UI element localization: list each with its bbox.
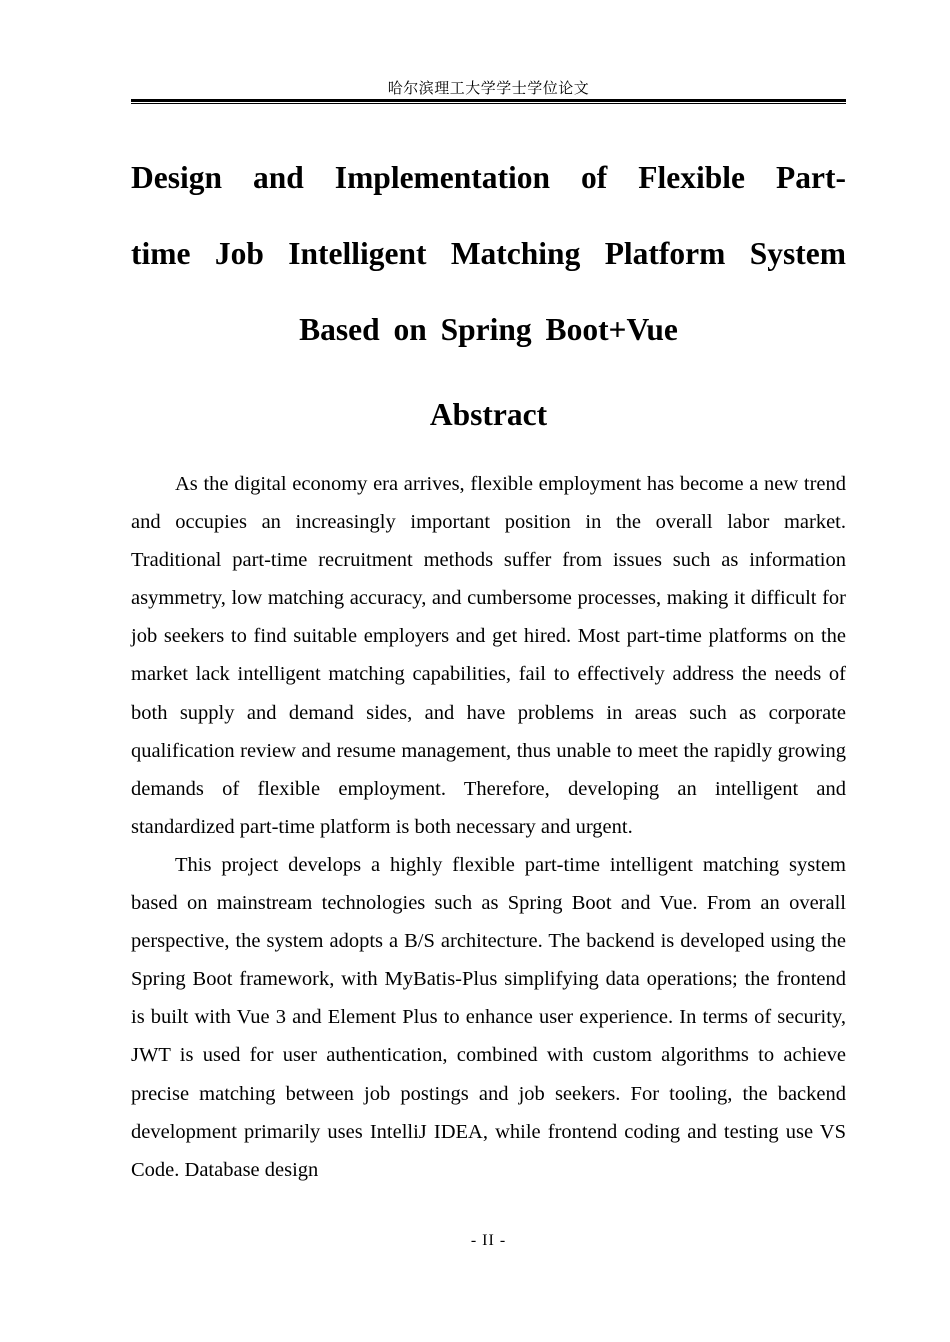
- thesis-title: [131, 140, 846, 368]
- title-line-2: time Job Intelligent Matching Platform System: [131, 236, 846, 271]
- header-rule-thick: [131, 99, 846, 102]
- abstract-paragraph-1: As the digital economy era arrives, flexible employment has become a new trend and occupies an increasingly important position in the overall labor market. Traditional part-time recruitment methods suffer from issues such as information asymmetry, low matching accuracy, and cumbersome processes, making it difficult for job seekers to find suitable employers and get hired. Most part-time platforms on the market lack intelligent matching capabilities, fail to effectively address the needs of both supply and demand sides, and have problems in areas such as corporate qualification review and resume management, thus unable to meet the rapidly growing demands of flexible employment. Therefore, developing an intelligent and standardized part-time platform is both necessary and urgent.: [131, 473, 846, 838]
- abstract-heading: Abstract: [429, 397, 548, 432]
- header-rule-thin: [131, 103, 846, 104]
- abstract-body: [131, 465, 846, 1189]
- title-line-3: Based on Spring Boot+Vue: [299, 312, 678, 347]
- page-number: - II -: [470, 1232, 507, 1249]
- abstract-paragraph-2: This project develops a highly flexible part-time intelligent matching system based on mainstream technologies such as Spring Boot and Vue. From an overall perspective, the system adopts a B/S architecture. The backend is developed using the Spring Boot framework, with MyBatis-Plus simplifying data operations; the frontend is built with Vue 3 and Element Plus to enhance user experience. In terms of security, JWT is used for user authentication, combined with custom algorithms to achieve precise matching between job postings and job seekers. For tooling, the backend development primarily uses IntelliJ IDEA, while frontend coding and testing use VS Code. Database design: [131, 853, 846, 1181]
- title-line-1: Design and Implementation of Flexible Part-: [131, 160, 846, 195]
- running-header: 哈尔滨理工大学学士学位论文: [387, 79, 590, 97]
